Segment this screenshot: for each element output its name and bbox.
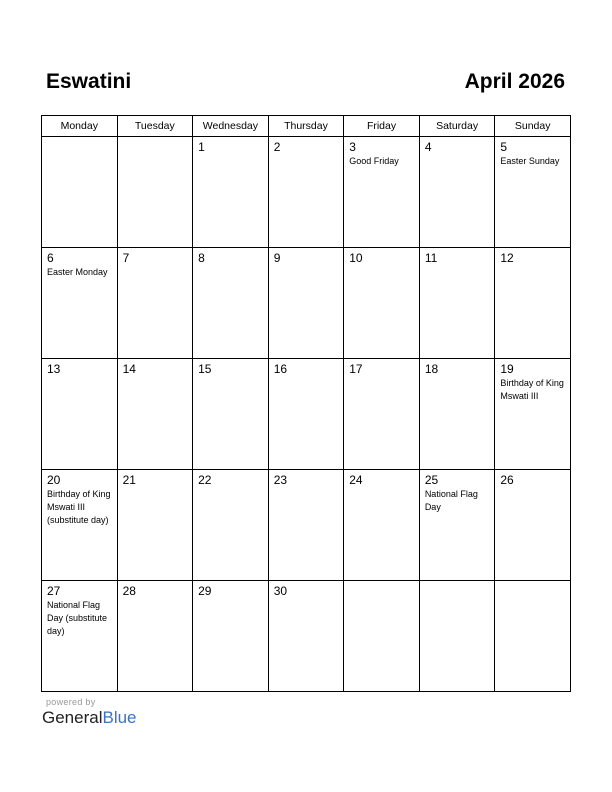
day-number: 4 xyxy=(424,140,432,154)
week-row xyxy=(42,470,571,581)
day-cell xyxy=(117,581,193,692)
day-cell xyxy=(268,248,344,359)
holiday-label: Easter Monday xyxy=(47,267,108,277)
day-cell xyxy=(344,470,420,581)
day-cell xyxy=(344,581,420,692)
day-cell xyxy=(117,359,193,470)
day-number: 21 xyxy=(122,473,136,487)
day-cell xyxy=(419,248,495,359)
weekday-sunday: Sunday xyxy=(495,116,571,137)
day-number: 27 xyxy=(47,584,61,598)
day-number: 9 xyxy=(273,251,281,265)
holiday-label: Good Friday xyxy=(349,156,399,166)
footer-branding xyxy=(42,697,137,728)
month-year-title: April 2026 xyxy=(464,70,565,93)
brand-general-text: General xyxy=(42,708,103,727)
day-number: 20 xyxy=(47,473,61,487)
day-number: 10 xyxy=(349,251,363,265)
day-number: 15 xyxy=(198,362,212,376)
weekday-header-row xyxy=(42,116,571,137)
day-cell xyxy=(344,137,420,248)
generalblue-logo[interactable] xyxy=(42,708,137,728)
day-number: 25 xyxy=(424,473,439,487)
country-title: Eswatini xyxy=(46,70,132,93)
day-cell xyxy=(42,581,118,692)
week-row xyxy=(42,359,571,470)
day-cell xyxy=(42,248,118,359)
weekday-wednesday: Wednesday xyxy=(193,116,269,137)
day-cell xyxy=(419,137,495,248)
day-cell xyxy=(495,470,571,581)
day-number: 3 xyxy=(349,140,356,154)
day-cell xyxy=(193,359,269,470)
weekday-friday: Friday xyxy=(344,116,420,137)
holiday-label: National Flag Day xyxy=(424,489,478,512)
day-cell xyxy=(419,581,495,692)
day-number: 22 xyxy=(198,473,212,487)
day-number: 6 xyxy=(47,251,54,265)
day-cell xyxy=(495,359,571,470)
brand-blue-text: Blue xyxy=(102,708,137,727)
day-cell xyxy=(495,248,571,359)
powered-by-text: powered by xyxy=(46,697,96,707)
calendar-grid xyxy=(41,115,571,692)
week-row xyxy=(42,137,571,248)
day-number: 2 xyxy=(273,140,281,154)
day-number: 18 xyxy=(424,362,439,376)
day-number: 13 xyxy=(47,362,61,376)
day-cell xyxy=(495,137,571,248)
week-row xyxy=(42,248,571,359)
day-number: 29 xyxy=(198,584,212,598)
day-cell xyxy=(495,581,571,692)
day-cell xyxy=(117,137,193,248)
holiday-label: National Flag Day (substitute day) xyxy=(47,600,108,636)
day-number: 26 xyxy=(500,473,514,487)
day-cell xyxy=(344,359,420,470)
day-number: 5 xyxy=(500,140,508,154)
day-number: 24 xyxy=(349,473,363,487)
day-number: 7 xyxy=(122,251,130,265)
day-cell xyxy=(268,359,344,470)
holiday-label: Birthday of King Mswati III (substitute day) xyxy=(47,489,111,525)
day-number: 30 xyxy=(273,584,288,598)
day-number: 19 xyxy=(500,362,514,376)
weekday-saturday: Saturday xyxy=(419,116,495,137)
day-number: 28 xyxy=(122,584,136,598)
day-number: 23 xyxy=(273,473,288,487)
holiday-label: Easter Sunday xyxy=(500,156,560,166)
day-cell xyxy=(419,359,495,470)
day-number: 14 xyxy=(122,362,136,376)
week-row xyxy=(42,581,571,692)
day-cell xyxy=(419,470,495,581)
day-cell xyxy=(42,470,118,581)
day-number: 17 xyxy=(349,362,363,376)
weekday-monday: Monday xyxy=(42,116,118,137)
day-number: 8 xyxy=(198,251,205,265)
day-number: 1 xyxy=(198,140,205,154)
day-cell xyxy=(193,470,269,581)
day-cell xyxy=(117,470,193,581)
day-cell xyxy=(117,248,193,359)
day-cell xyxy=(268,581,344,692)
day-cell xyxy=(344,248,420,359)
day-cell xyxy=(42,359,118,470)
day-cell xyxy=(193,581,269,692)
day-cell xyxy=(193,137,269,248)
day-number: 16 xyxy=(273,362,288,376)
day-cell xyxy=(268,137,344,248)
weekday-thursday: Thursday xyxy=(268,116,344,137)
day-cell xyxy=(193,248,269,359)
day-number: 11 xyxy=(424,251,438,265)
holiday-label: Birthday of King Mswati III xyxy=(500,378,564,401)
day-cell xyxy=(268,470,344,581)
day-cell xyxy=(42,137,118,248)
day-number: 12 xyxy=(500,251,514,265)
weekday-tuesday: Tuesday xyxy=(117,116,193,137)
